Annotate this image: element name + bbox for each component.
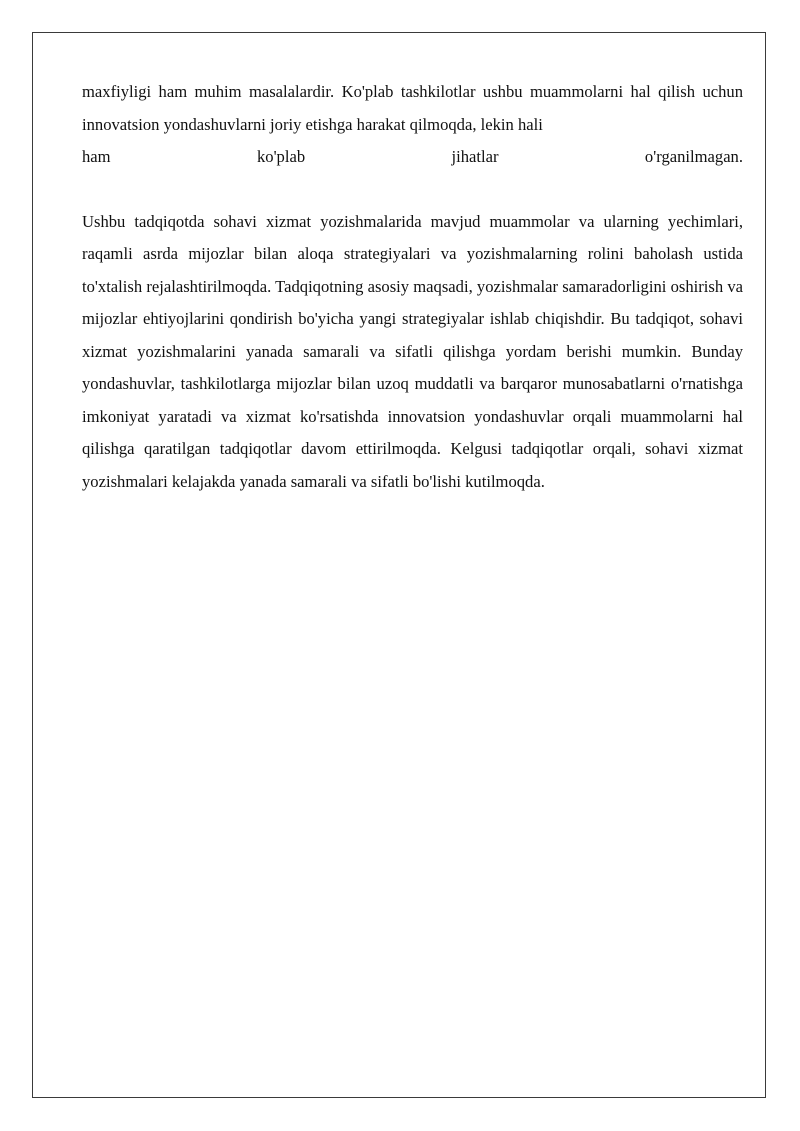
paragraph-1 [82,76,743,141]
paragraph-2 [82,206,743,499]
paragraph-1-text: maxfiyligi ham muhim masalalardir. Ko'plab tashkilotlar ushbu muammolarni hal qilish uchun innovatsion yondashuvlarni joriy etishga harakat qilmoqda, lekin hali [82,82,743,134]
paragraph-2-text: Ushbu tadqiqotda sohavi xizmat yozishmalarida mavjud muammolar va ularning yechimlari, raqamli asrda mijozlar bilan aloqa strategiyalari va yozishmalarning rolini baholash ustida to'xtalish rejalashtirilmoqda. Tadqiqotning asosiy maqsadi, yozishmalar samaradorligini oshirish va mijozlar ehtiyojlarini qondirish bo'yicha yangi strategiyalar ishlab chiqishdir. Bu tadqiqot, sohavi xizmat yozishmalarini yanada samarali va sifatli qilishga yordam berishi mumkin. Bunday yondashuvlar, tashkilotlarga mijozlar bilan uzoq muddatli va barqaror munosabatlarni o'rnatishga imkoniyat yaratadi va xizmat ko'rsatishda innovatsion yondashuvlar orqali muammolarni hal qilishga qaratilgan tadqiqotlar davom ettirilmoqda. Kelgusi tadqiqotlar orqali, sohavi xizmat yozishmalari kelajakda yanada samarali va sifatli bo'lishi kutilmoqda. [82,211,743,491]
document-body [82,76,743,498]
paragraph-spacer [82,174,743,206]
paragraph-1-last-line: ham ko'plab jihatlar o'rganilmagan. [82,147,743,166]
